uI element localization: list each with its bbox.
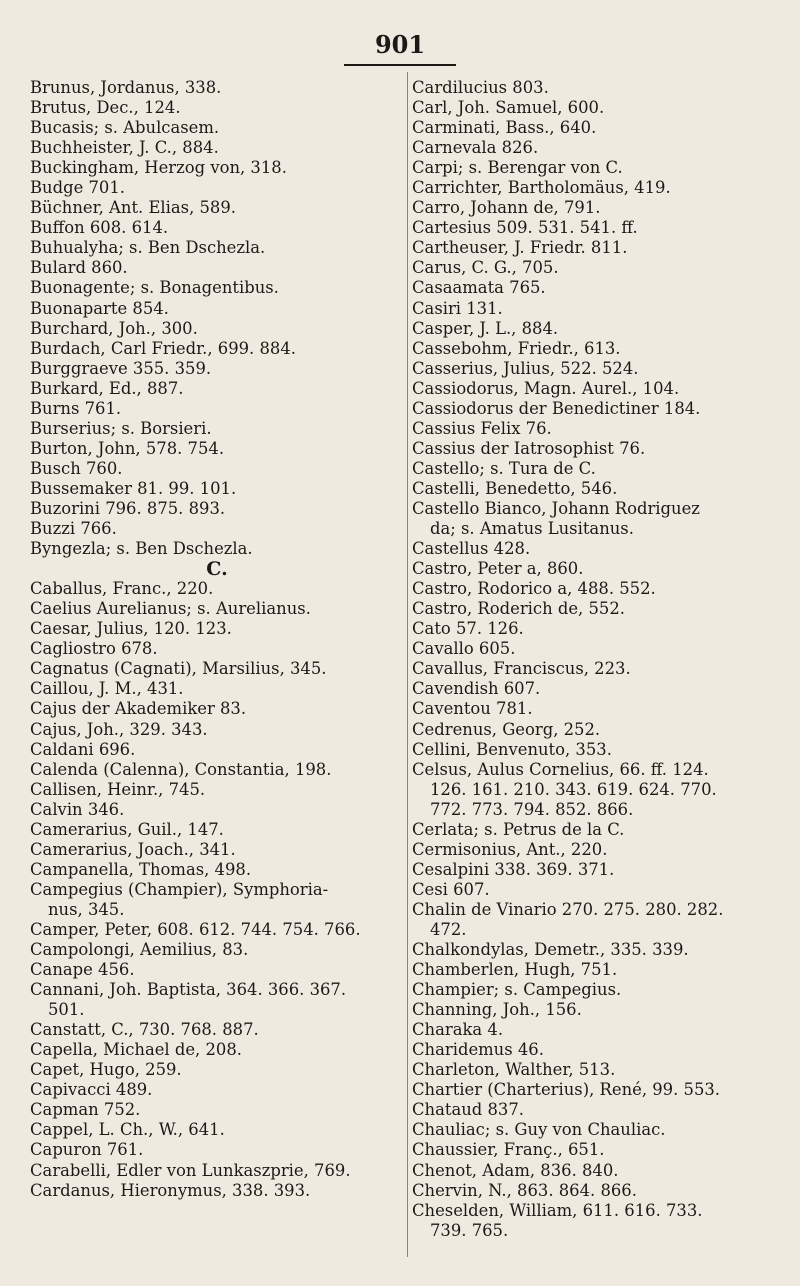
index-entry: Chalin de Vinario 270. 275. 280. 282. [412,899,724,919]
index-entry: Cerlata; s. Petrus de la C. [412,819,625,839]
index-entry: Caldani 696. [30,739,136,759]
index-entry: Camerarius, Guil., 147. [30,819,224,839]
index-entry: Campanella, Thomas, 498. [30,859,252,879]
index-entry: Castro, Roderich de, 552. [412,599,625,619]
index-entry: Carabelli, Edler von Lunkaszprie, 769. [30,1160,351,1180]
index-entry: Burns 761. [30,398,122,418]
index-entry: Cagnatus (Cagnati), Marsilius, 345. [30,659,327,679]
index-entry: Cesalpini 338. 369. 371. [412,859,615,879]
index-entry: Casserius, Julius, 522. 524. [412,358,639,378]
index-entry: Budge 701. [30,178,125,198]
index-entry: Cassius der Iatrosophist 76. [412,438,646,458]
index-entry: Carro, Johann de, 791. [412,198,601,218]
index-entry: Capivacci 489. [30,1080,153,1100]
index-entry: Cajus der Akademiker 83. [30,699,247,719]
index-entry: Byngezla; s. Ben Dschezla. [30,539,253,559]
index-entry: Burton, John, 578. 754. [30,438,225,458]
index-entry: Cappel, L. Ch., W., 641. [30,1120,225,1140]
index-entry: Channing, Joh., 156. [412,1000,582,1020]
index-entry: da; s. Amatus Lusitanus. [430,519,634,539]
index-entry: Cartesius 509. 531. 541. ff. [412,218,638,238]
index-entry: Burchard, Joh., 300. [30,318,198,338]
index-entry: Cassiodorus, Magn. Aurel., 104. [412,378,680,398]
index-entry: Chenot, Adam, 836. 840. [412,1160,619,1180]
index-entry: Buzzi 766. [30,519,117,539]
header-rule [344,64,456,66]
index-entry: Cagliostro 678. [30,639,158,659]
section-heading: C. [206,558,228,581]
index-entry: Cassiodorus der Benedictiner 184. [412,398,701,418]
index-entry: Buzorini 796. 875. 893. [30,498,226,518]
index-entry: Callisen, Heinr., 745. [30,779,206,799]
index-entry: Bussemaker 81. 99. 101. [30,478,237,498]
index-entry: Castello Bianco, Johann Rodriguez [412,498,700,518]
index-entry: Cesi 607. [412,879,490,899]
index-entry: Cannani, Joh. Baptista, 364. 366. 367. [30,980,347,1000]
index-entry: Castro, Rodorico a, 488. 552. [412,579,656,599]
index-entry: Buonaparte 854. [30,298,169,318]
index-entry: Capet, Hugo, 259. [30,1060,182,1080]
index-entry: Carl, Joh. Samuel, 600. [412,98,605,118]
index-entry: Canape 456. [30,960,135,980]
right-column [412,78,784,1241]
index-entry: Calvin 346. [30,799,125,819]
index-entry: Campegius (Champier), Symphoria- [30,879,329,899]
index-entry: Chauliac; s. Guy von Chauliac. [412,1120,666,1140]
index-entry: 472. [430,919,467,939]
index-entry: Busch 760. [30,458,123,478]
index-entry: Caballus, Franc., 220. [30,579,214,599]
index-entry: 739. 765. [430,1220,509,1240]
index-entry: Burdach, Carl Friedr., 699. 884. [30,338,296,358]
index-entry: Burggraeve 355. 359. [30,358,212,378]
index-entry: Castellus 428. [412,539,531,559]
index-entry: Burkard, Ed., 887. [30,378,184,398]
index-entry: Chamberlen, Hugh, 751. [412,960,618,980]
index-entry: nus, 345. [48,899,125,919]
index-entry: Bulard 860. [30,258,128,278]
page-number: 901 [374,30,426,59]
index-entry: Buhualyha; s. Ben Dschezla. [30,238,266,258]
index-entry: Castelli, Benedetto, 546. [412,478,618,498]
index-entry: Charleton, Walther, 513. [412,1060,616,1080]
index-entry: Cardanus, Hieronymus, 338. 393. [30,1180,311,1200]
index-entry: Caesar, Julius, 120. 123. [30,619,232,639]
index-entry: Cavallus, Franciscus, 223. [412,659,631,679]
column-divider [407,72,408,1257]
index-entry: Cheselden, William, 611. 616. 733. [412,1200,703,1220]
index-entry: Cartheuser, J. Friedr. 811. [412,238,628,258]
index-entry: Cassebohm, Friedr., 613. [412,338,621,358]
index-entry: Cardilucius 803. [412,78,549,97]
index-entry: Casper, J. L., 884. [412,318,559,338]
index-entry: Castro, Peter a, 860. [412,559,584,579]
index-entry: Champier; s. Campegius. [412,980,622,1000]
index-entry: Cermisonius, Ant., 220. [412,839,608,859]
index-entry: Buckingham, Herzog von, 318. [30,158,287,178]
left-column [30,78,404,1201]
index-entry: Capuron 761. [30,1140,144,1160]
index-entry: Capman 752. [30,1100,141,1120]
index-entry: Camerarius, Joach., 341. [30,839,236,859]
index-entry: Carrichter, Bartholomäus, 419. [412,178,671,198]
index-entry: Chervin, N., 863. 864. 866. [412,1180,637,1200]
index-entry: Buonagente; s. Bonagentibus. [30,278,279,298]
index-entry: Camper, Peter, 608. 612. 744. 754. 766. [30,919,361,939]
index-entry: Chalkondylas, Demetr., 335. 339. [412,940,689,960]
index-entry: Caillou, J. M., 431. [30,679,184,699]
index-entry: Cassius Felix 76. [412,418,552,438]
index-entry: Bucasis; s. Abulcasem. [30,118,220,138]
index-entry: Casiri 131. [412,298,503,318]
index-entry: Casaamata 765. [412,278,546,298]
index-entry: Carnevala 826. [412,138,539,158]
index-entry: Cato 57. 126. [412,619,524,639]
index-entry: Charidemus 46. [412,1040,544,1060]
index-entry: Cavendish 607. [412,679,541,699]
index-entry: Buffon 608. 614. [30,218,169,238]
index-entry: Chataud 837. [412,1100,524,1120]
index-entry: Büchner, Ant. Elias, 589. [30,198,236,218]
index-entry: Celsus, Aulus Cornelius, 66. ff. 124. [412,759,709,779]
index-entry: Campolongi, Aemilius, 83. [30,940,249,960]
index-entry: Cedrenus, Georg, 252. [412,719,601,739]
index-entry: Carpi; s. Berengar von C. [412,158,623,178]
index-entry: Carminati, Bass., 640. [412,118,597,138]
index-entry: Capella, Michael de, 208. [30,1040,242,1060]
index-entry: Chartier (Charterius), René, 99. 553. [412,1080,721,1100]
index-entry: 772. 773. 794. 852. 866. [430,799,634,819]
index-entry: Charaka 4. [412,1020,504,1040]
index-entry: Cellini, Benvenuto, 353. [412,739,612,759]
index-entry: Caventou 781. [412,699,533,719]
index-entry: Brutus, Dec., 124. [30,98,181,118]
index-entry: Chaussier, Franç., 651. [412,1140,605,1160]
index-entry: Castello; s. Tura de C. [412,458,596,478]
index-entry: Cajus, Joh., 329. 343. [30,719,208,739]
index-entry: 126. 161. 210. 343. 619. 624. 770. [430,779,717,799]
index-entry: Carus, C. G., 705. [412,258,559,278]
index-entry: Brunus, Jordanus, 338. [30,78,222,97]
index-entry: Canstatt, C., 730. 768. 887. [30,1020,259,1040]
index-entry: Calenda (Calenna), Constantia, 198. [30,759,332,779]
index-entry: Burserius; s. Borsieri. [30,418,212,438]
index-entry: Caelius Aurelianus; s. Aurelianus. [30,599,311,619]
index-entry: 501. [48,1000,85,1020]
index-entry: Cavallo 605. [412,639,516,659]
index-entry: Buchheister, J. C., 884. [30,138,219,158]
